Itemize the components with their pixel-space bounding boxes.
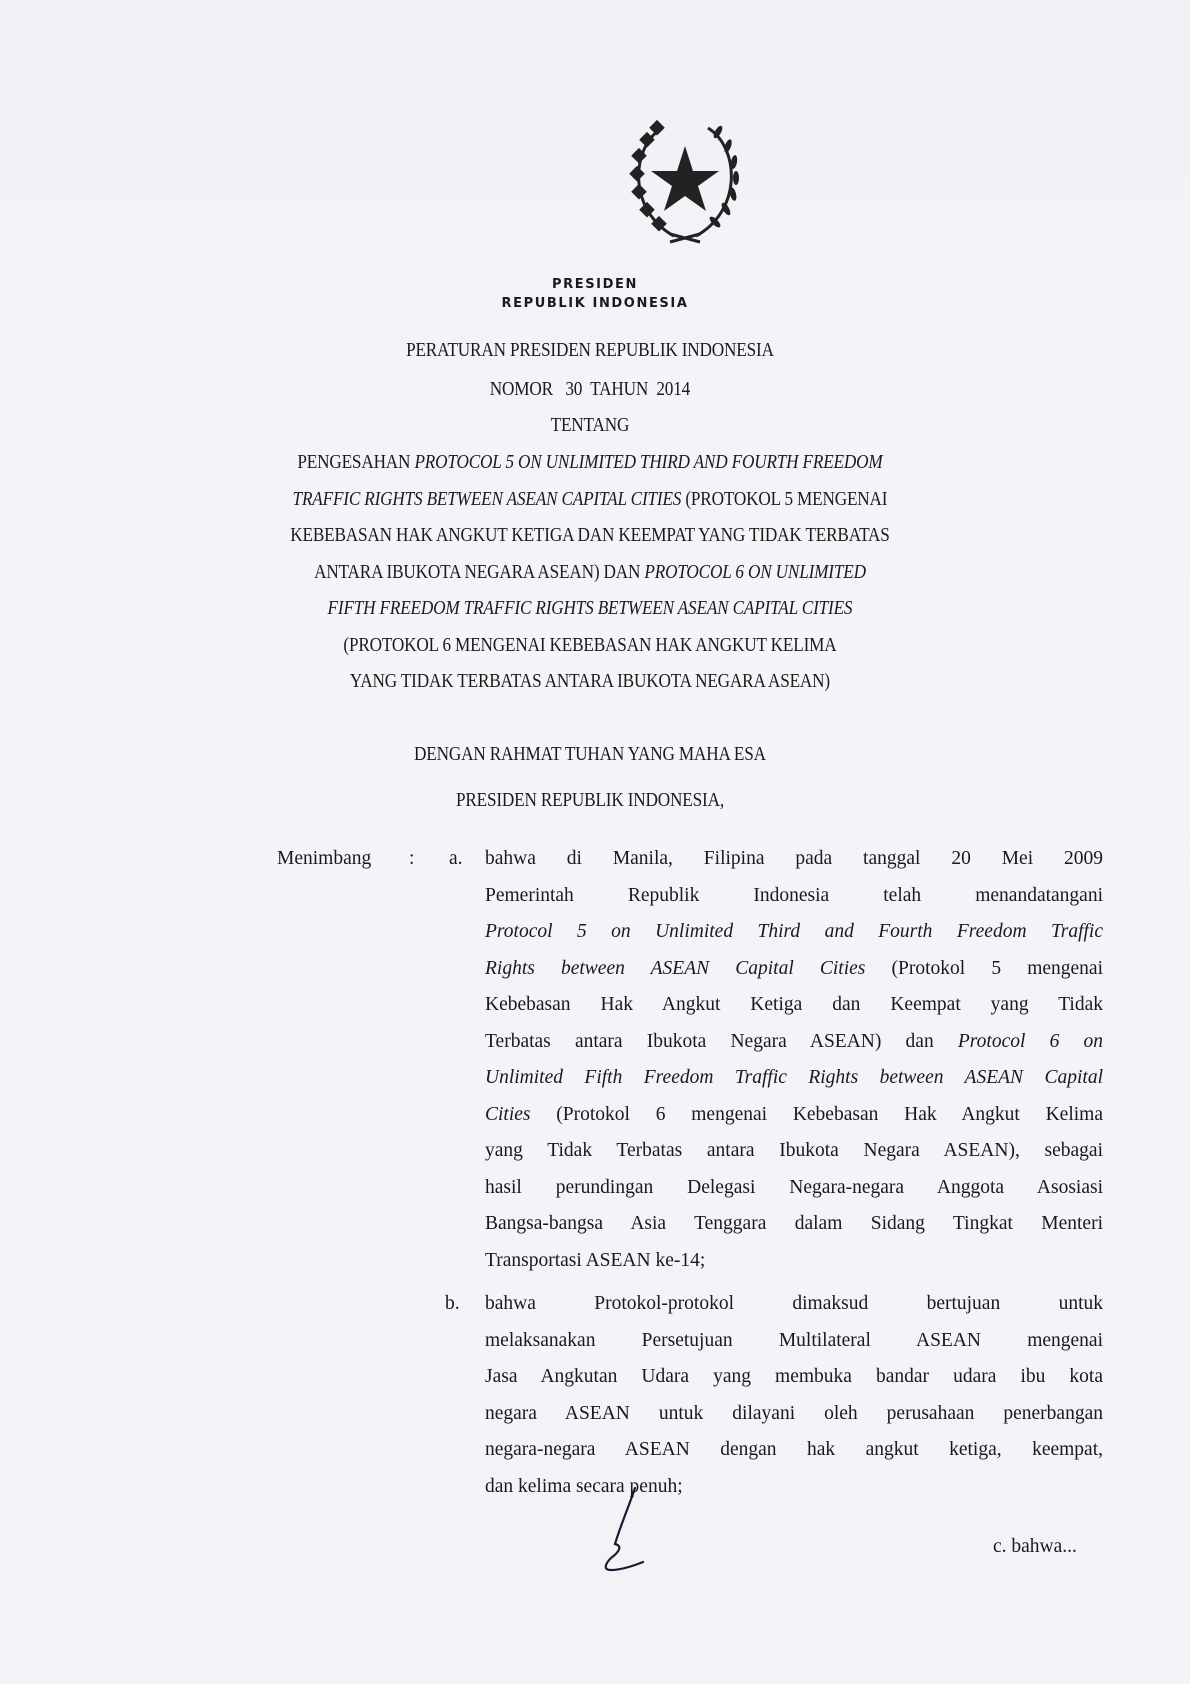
item-marker: b.	[445, 1293, 460, 1314]
consideration-line	[485, 1438, 1103, 1462]
italic-text: Rights between ASEAN Capital Cities	[485, 957, 866, 979]
italic-text: TRAFFIC RIGHTS BETWEEN ASEAN CAPITAL CITIES	[292, 487, 682, 510]
consideration-line	[485, 1365, 1103, 1389]
subject-line	[0, 669, 1180, 693]
text-segment: (PROTOKOL 5 MENGENAI	[681, 487, 888, 510]
presidential-emblem-icon	[622, 116, 748, 246]
text-segment: negara-negara ASEAN dengan hak angkut ketiga, keempat,	[485, 1439, 1103, 1460]
letterhead-republik-indonesia: REPUBLIK INDONESIA	[501, 296, 689, 311]
consideration-line	[485, 1329, 1103, 1353]
subject-line	[0, 596, 1180, 620]
continuation-text: c. bahwa...	[993, 1536, 1077, 1557]
italic-text: FIFTH FREEDOM TRAFFIC RIGHTS BETWEEN ASEAN CAPITAL CITIES	[327, 597, 853, 619]
consideration-line	[485, 1212, 1103, 1236]
text-segment: KEBEBASAN HAK ANGKUT KETIGA DAN KEEMPAT YANG TIDAK TERBATAS	[290, 524, 890, 546]
signature-initial	[595, 1486, 655, 1576]
italic-text: PROTOCOL 6 ON UNLIMITED	[644, 560, 866, 583]
text-segment: Bangsa-bangsa Asia Tenggara dalam Sidang Tingkat Menteri	[485, 1213, 1103, 1234]
text-segment: dan kelima secara penuh;	[485, 1475, 683, 1497]
consideration-line	[485, 920, 1103, 944]
consideration-line	[485, 884, 1103, 908]
consideration-line	[485, 1103, 1103, 1127]
text-segment: hasil perundingan Delegasi Negara-negara Anggota Asosiasi	[485, 1176, 1103, 1198]
subject-line	[0, 633, 1180, 657]
consideration-line	[485, 1066, 1103, 1090]
consideration-line	[485, 993, 1103, 1017]
italic-text: Protocol 6 on	[957, 1030, 1103, 1052]
consideration-line	[485, 1402, 1103, 1426]
subject-line	[0, 560, 1180, 584]
consideration-line	[485, 1030, 1103, 1054]
consideration-line	[485, 1292, 1103, 1316]
consideration-line	[485, 957, 1103, 981]
text-segment: Pemerintah Republik Indonesia telah menandatangani	[485, 884, 1103, 906]
text-segment: Terbatas antara Ibukota Negara ASEAN) dan	[485, 1030, 958, 1052]
text-segment: ANTARA IBUKOTA NEGARA ASEAN) DAN	[314, 560, 645, 583]
text-segment: Transportasi ASEAN ke-14;	[485, 1249, 706, 1271]
text-segment: bahwa Protokol-protokol dimaksud bertujuan untuk	[485, 1293, 1103, 1314]
text-segment: Jasa Angkutan Udara yang membuka bandar udara ibu kota	[485, 1366, 1103, 1387]
consideration-line	[485, 847, 1103, 871]
consideration-line	[485, 1139, 1103, 1163]
consideration-line	[485, 1176, 1103, 1200]
issuer: PRESIDEN REPUBLIK INDONESIA,	[455, 789, 724, 811]
italic-text: Cities	[485, 1103, 531, 1125]
text-segment: Kebebasan Hak Angkut Ketiga dan Keempat yang Tidak	[485, 994, 1103, 1015]
text-segment: YANG TIDAK TERBATAS ANTARA IBUKOTA NEGARA ASEAN)	[349, 670, 830, 692]
regulation-about: TENTANG	[550, 414, 630, 436]
text-segment: (PROTOKOL 6 MENGENAI KEBEBASAN HAK ANGKUT KELIMA	[343, 633, 837, 656]
consideration-line	[485, 1249, 1103, 1273]
subject-line	[0, 523, 1180, 547]
subject-line	[0, 450, 1180, 474]
text-segment: (Protokol 5 mengenai	[865, 957, 1103, 979]
italic-text: Unlimited Fifth Freedom Traffic Rights between ASEAN Capital	[485, 1067, 1103, 1088]
invocation: DENGAN RAHMAT TUHAN YANG MAHA ESA	[414, 743, 766, 765]
text-segment: negara ASEAN untuk dilayani oleh perusahaan penerbangan	[485, 1402, 1103, 1424]
text-segment: (Protokol 6 mengenai Kebebasan Hak Angkut Kelima	[530, 1103, 1103, 1125]
menimbang-colon: :	[409, 848, 415, 869]
item-marker: a.	[449, 848, 463, 869]
regulation-heading: PERATURAN PRESIDEN REPUBLIK INDONESIA	[406, 339, 774, 361]
text-segment: PENGESAHAN	[297, 451, 415, 473]
letterhead-presiden: PRESIDEN	[552, 277, 638, 292]
text-segment: melaksanakan Persetujuan Multilateral ASEAN mengenai	[485, 1329, 1103, 1351]
italic-text: Protocol 5 on Unlimited Third and Fourth Freedom Traffic	[485, 921, 1103, 942]
menimbang-label: Menimbang	[277, 848, 372, 869]
text-segment: bahwa di Manila, Filipina pada tanggal 20 Mei 2009	[485, 848, 1103, 869]
subject-line	[0, 487, 1180, 511]
consideration-line	[485, 1475, 1103, 1499]
text-segment: yang Tidak Terbatas antara Ibukota Negara ASEAN), sebagai	[485, 1140, 1103, 1161]
regulation-number: NOMOR 30 TAHUN 2014	[489, 378, 691, 400]
italic-text: PROTOCOL 5 ON UNLIMITED THIRD AND FOURTH FREEDOM	[414, 451, 883, 473]
